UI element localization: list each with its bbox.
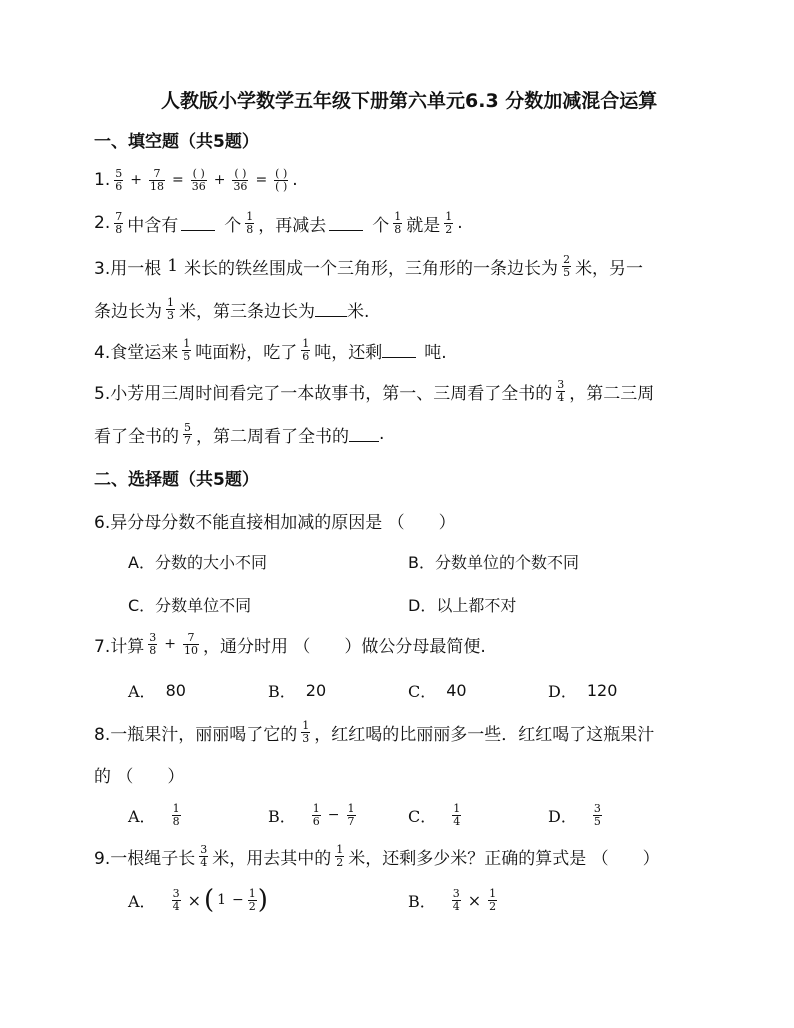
- fraction: $\frac{5}{6}$: [115, 166, 123, 193]
- fraction: $\frac{7}{18}$: [149, 166, 164, 193]
- fraction: $\frac{1}{2}$: [489, 886, 497, 913]
- minus-sign: −: [327, 807, 340, 823]
- question-text: ，通分时用 （ ）做公分母最简便.: [202, 636, 486, 657]
- answer-blank[interactable]: [181, 216, 215, 231]
- question-text: 米，还剩多少米？正确的算式是 （ ）: [348, 848, 660, 869]
- question-text: 米.: [347, 301, 370, 322]
- fraction: $\frac{7}{10}$: [183, 630, 198, 657]
- option-label: A．: [128, 806, 156, 826]
- equals-sign: =: [255, 172, 268, 188]
- question-text: 米，用去其中的: [212, 848, 332, 869]
- question-text: 4.食堂运来: [94, 342, 179, 363]
- question-text: 的 （ ）: [94, 766, 185, 787]
- answer-blank[interactable]: [329, 216, 363, 231]
- question-text: 6.异分母分数不能直接相加减的原因是 （ ）: [94, 512, 456, 533]
- question-text: 5.小芳用三周时间看完了一本故事书，第一、三周看了全书的: [94, 383, 553, 404]
- question-text: 条边长为: [94, 301, 162, 322]
- option-c[interactable]: [408, 797, 465, 833]
- option-label: A．: [128, 891, 156, 911]
- option-text: D．以上都不对: [408, 595, 517, 615]
- fraction: $\frac{3}{4}$: [172, 886, 180, 913]
- fraction-blank[interactable]: $\frac{( )}{36}$: [191, 166, 206, 193]
- option-text: B．分数单位的个数不同: [408, 552, 579, 572]
- answer-blank[interactable]: [315, 302, 347, 317]
- question-text: 看了全书的: [94, 426, 179, 447]
- question-number: 1.: [94, 170, 111, 190]
- question-number: 2.: [94, 213, 111, 233]
- question-8: [94, 714, 654, 750]
- period: .: [292, 170, 298, 190]
- fraction: $\frac{1}{3}$: [167, 295, 174, 322]
- plus-sign: +: [164, 636, 176, 652]
- question-text: 吨.: [424, 342, 447, 363]
- fraction: $\frac{1}{3}$: [302, 718, 310, 745]
- question-text: 米长的铁丝围成一个三角形，三角形的一条边长为: [184, 258, 559, 279]
- question-3: [94, 249, 643, 283]
- fraction: $\frac{7}{8}$: [115, 209, 123, 236]
- question-text: ，第二周看了全书的: [196, 426, 349, 447]
- option-text: A．分数的大小不同: [128, 552, 267, 572]
- option-value: 120: [586, 680, 618, 700]
- fraction-blank[interactable]: $\frac{( )}{( )}$: [275, 166, 288, 193]
- question-9: [94, 838, 660, 874]
- question-text: 中含有: [127, 215, 179, 236]
- option-label: D．: [548, 681, 577, 701]
- question-1: [94, 163, 298, 197]
- option-label: C．: [408, 681, 437, 701]
- question-text: 3.用一根: [94, 258, 162, 279]
- option-b[interactable]: [408, 882, 501, 918]
- page-title: 人教版小学数学五年级下册第六单元6.3 分数加减混合运算: [161, 90, 658, 112]
- fraction: $\frac{1}{6}$: [312, 801, 320, 828]
- question-text: ，红红喝的比丽丽多一些．红红喝了这瓶果汁: [314, 724, 655, 745]
- option-b[interactable]: [408, 548, 579, 574]
- question-text: ，再减去: [258, 215, 327, 236]
- right-paren: ): [257, 885, 268, 915]
- minus-sign: −: [232, 892, 244, 908]
- question-4: [94, 333, 447, 367]
- question-text: 吨，还剩: [314, 342, 383, 363]
- fraction: $\frac{3}{4}$: [557, 377, 565, 404]
- option-b[interactable]: [268, 797, 360, 833]
- plus-sign: +: [130, 172, 142, 188]
- option-d[interactable]: [408, 591, 516, 617]
- left-paren: (: [203, 885, 215, 915]
- fraction: $\frac{3}{8}$: [149, 630, 157, 657]
- option-label: B．: [268, 681, 296, 701]
- question-8-line-2: [94, 760, 184, 788]
- option-c[interactable]: [128, 591, 251, 617]
- period: .: [457, 213, 463, 233]
- fraction: $\frac{1}{2}$: [248, 886, 256, 913]
- answer-blank[interactable]: [382, 343, 416, 358]
- fraction: $\frac{1}{5}$: [183, 336, 191, 363]
- option-label: B．: [268, 806, 296, 826]
- option-a[interactable]: [128, 548, 267, 574]
- plus-sign: +: [213, 172, 226, 188]
- fraction: $\frac{3}{5}$: [593, 801, 601, 828]
- option-c[interactable]: [408, 677, 467, 703]
- fraction: $\frac{3}{4}$: [200, 842, 208, 869]
- option-label: A．: [128, 681, 156, 701]
- question-text: 米，第三条边长为: [179, 301, 315, 322]
- fraction: $\frac{1}{7}$: [347, 801, 355, 828]
- fraction: $\frac{5}{7}$: [184, 420, 191, 447]
- option-label: B．: [408, 891, 436, 911]
- option-text: C．分数单位不同: [128, 595, 252, 615]
- option-a[interactable]: [128, 797, 185, 833]
- question-text: 9.一根绳子长: [94, 848, 196, 869]
- section-heading-fill: 一、填空题（共5题）: [94, 132, 259, 152]
- number-one: 1: [217, 892, 227, 908]
- question-text: ，第二三周: [569, 383, 655, 404]
- question-6: [94, 505, 456, 535]
- times-sign: ×: [467, 890, 482, 910]
- question-5: [94, 374, 654, 408]
- option-label: C．: [408, 806, 437, 826]
- fraction: $\frac{1}{2}$: [336, 842, 344, 869]
- option-d[interactable]: [548, 677, 617, 703]
- fraction: $\frac{1}{4}$: [453, 801, 461, 828]
- question-text: 吨面粉，吃了: [195, 342, 298, 363]
- question-2: [94, 205, 463, 241]
- question-5-line-2: [94, 417, 384, 451]
- fraction: $\frac{1}{8}$: [246, 209, 254, 236]
- question-7: [94, 626, 486, 662]
- question-3-line-2: [94, 292, 369, 326]
- option-label: D．: [548, 806, 577, 826]
- fraction: $\frac{1}{8}$: [172, 801, 180, 828]
- option-a[interactable]: [128, 677, 186, 703]
- fraction: $\frac{3}{4}$: [452, 886, 460, 913]
- option-value: 80: [165, 680, 186, 700]
- option-d[interactable]: [548, 797, 606, 833]
- option-value: 20: [305, 680, 327, 700]
- fraction: $\frac{1}{2}$: [445, 209, 453, 236]
- number-value: 1: [167, 256, 179, 276]
- equals-sign: =: [171, 172, 184, 188]
- question-text: 个: [372, 215, 390, 236]
- fraction-blank[interactable]: $\frac{( )}{36}$: [233, 166, 248, 193]
- times-sign: ×: [187, 890, 201, 910]
- fraction: $\frac{2}{5}$: [563, 252, 571, 279]
- fraction: $\frac{1}{8}$: [394, 209, 402, 236]
- question-text: 米，另一: [575, 258, 644, 279]
- question-text: 8.一瓶果汁，丽丽喝了它的: [94, 724, 298, 745]
- question-text: 个: [224, 215, 242, 236]
- option-value: 40: [446, 680, 467, 700]
- question-text: .: [379, 424, 385, 444]
- question-text: 就是: [406, 215, 441, 236]
- question-text: 7.计算: [94, 636, 145, 657]
- section-heading-choice: 二、选择题（共5题）: [94, 470, 259, 490]
- option-b[interactable]: [268, 677, 326, 703]
- option-a[interactable]: [128, 882, 268, 918]
- answer-blank[interactable]: [349, 427, 379, 442]
- fraction: $\frac{1}{6}$: [302, 336, 310, 363]
